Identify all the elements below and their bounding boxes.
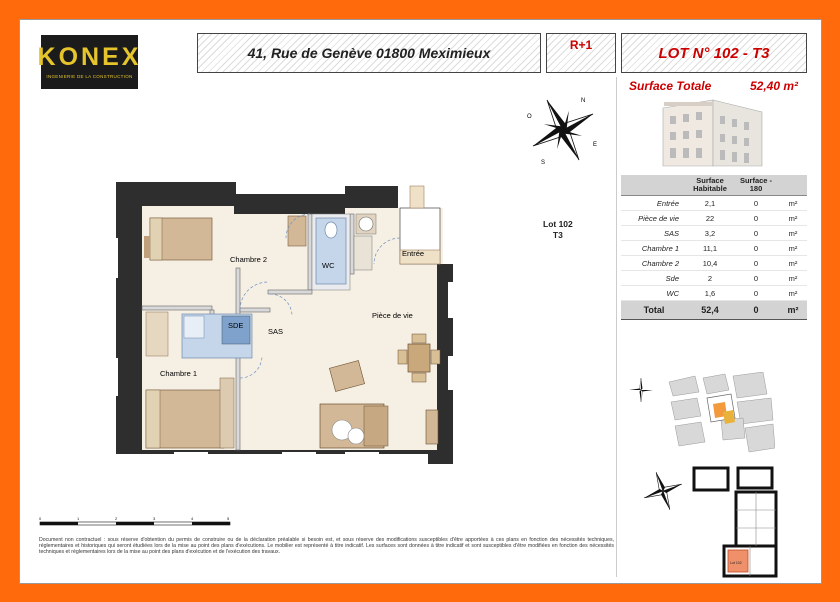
location-map [625, 372, 775, 456]
room-name: SAS [621, 226, 687, 241]
room-label-entree: Entrée [402, 249, 425, 258]
room-unit: m² [779, 256, 807, 271]
room-habitable: 2 [687, 271, 733, 286]
lot-box [621, 33, 807, 73]
room-habitable: 11,1 [687, 241, 733, 256]
scale-tick-1: 1 [77, 516, 80, 521]
room-label-chambre1: Chambre 1 [160, 369, 198, 378]
room-habitable: 3,2 [687, 226, 733, 241]
total-unit: m² [779, 301, 807, 320]
scale-tick-0: 0 [39, 516, 42, 521]
surface-total-label: Surface Totale [629, 79, 712, 93]
table-row [621, 256, 807, 271]
keyplan-lot-label: Lot 102 [730, 561, 742, 565]
table-total-row [621, 301, 807, 320]
room-name: WC [621, 286, 687, 301]
room-180: 0 [733, 271, 779, 286]
table-row [621, 241, 807, 256]
level-text: R+1 [569, 38, 593, 52]
room-unit: m² [779, 271, 807, 286]
plan-sheet [19, 19, 822, 584]
room-habitable: 2,1 [687, 196, 733, 211]
table-row [621, 196, 807, 211]
room-unit: m² [779, 241, 807, 256]
disclaimer-note: Document non contractuel : sous réserve d'obtention du permis de construire ou de la déclaration préalable si besoin est, et sous réserve des modifications susceptibles d'être apportées à ces plans en fonction des nécessités techniques, réglementaires et historiques qui seront étudiées lors de la mise au point des plans d'exécutions. Le mobilier est représenté à titre indicatif. Les surfaces sont données à titre indicatif et sont susceptibles d'être modifiées en fonction des nécessités techniques et réglementaires lors de la mise au point des plans d'exécution et de l'exécution des travaux. [39, 537, 614, 556]
compass-e-label: E [593, 142, 598, 148]
room-habitable: 10,4 [687, 256, 733, 271]
lot-side-line1: Lot 102 [543, 219, 573, 229]
room-label-piece-de-vie: Pièce de vie [372, 311, 413, 320]
logo-brand: KONEX [37, 43, 142, 71]
compass-n-label: N [581, 98, 586, 104]
floor-plan [110, 178, 520, 484]
table-row [621, 271, 807, 286]
room-180: 0 [733, 286, 779, 301]
building-elevation-image [658, 98, 766, 168]
konex-logo [37, 35, 142, 89]
total-habitable: 52,4 [687, 301, 733, 320]
scale-tick-3: 3 [153, 516, 156, 521]
total-label: Total [621, 301, 687, 320]
room-unit: m² [779, 286, 807, 301]
key-floor-plan [692, 466, 778, 578]
area-table [621, 175, 807, 320]
compass-s-label: S [541, 160, 546, 166]
address-text: 41, Rue de Genève 01800 Meximieux [247, 45, 491, 61]
col-surface-habitable: Surface Habitable [687, 175, 733, 196]
room-name: Entrée [621, 196, 687, 211]
scale-tick-5: 5 [227, 516, 230, 521]
table-row [621, 286, 807, 301]
area-table-header [621, 175, 807, 196]
room-180: 0 [733, 241, 779, 256]
lot-side-line2: T3 [552, 230, 563, 240]
room-name: Chambre 2 [621, 256, 687, 271]
room-habitable: 22 [687, 211, 733, 226]
lot-side-label [543, 219, 573, 241]
room-name: Pièce de vie [621, 211, 687, 226]
room-unit: m² [779, 226, 807, 241]
keyplan-compass-icon [640, 468, 686, 514]
surface-total-value: 52,40 m² [750, 79, 799, 93]
room-unit: m² [779, 196, 807, 211]
room-label-sas: SAS [268, 327, 284, 336]
level-box [546, 33, 616, 73]
total-180: 0 [733, 301, 779, 320]
room-unit: m² [779, 211, 807, 226]
scale-bar [37, 516, 233, 532]
room-label-chambre2: Chambre 2 [230, 255, 268, 264]
address-box [197, 33, 541, 73]
room-180: 0 [733, 256, 779, 271]
logo-tagline: INGENIERIE DE LA CONSTRUCTION [46, 74, 133, 79]
compass-o-label: O [527, 114, 532, 120]
room-label-sde: SDE [228, 321, 244, 330]
room-habitable: 1,6 [687, 286, 733, 301]
table-row [621, 211, 807, 226]
lot-title: LOT N° 102 - T3 [658, 44, 770, 62]
col-surface-180: Surface - 180 [733, 175, 779, 196]
scale-tick-2: 2 [115, 516, 118, 521]
room-180: 0 [733, 211, 779, 226]
room-180: 0 [733, 196, 779, 211]
map-compass-icon [629, 378, 653, 402]
table-row [621, 226, 807, 241]
room-label-wc: WC [322, 261, 335, 270]
compass-rose-icon [523, 90, 603, 170]
scale-tick-4: 4 [191, 516, 194, 521]
room-name: Sde [621, 271, 687, 286]
room-name: Chambre 1 [621, 241, 687, 256]
right-column-divider [616, 77, 617, 577]
room-180: 0 [733, 226, 779, 241]
